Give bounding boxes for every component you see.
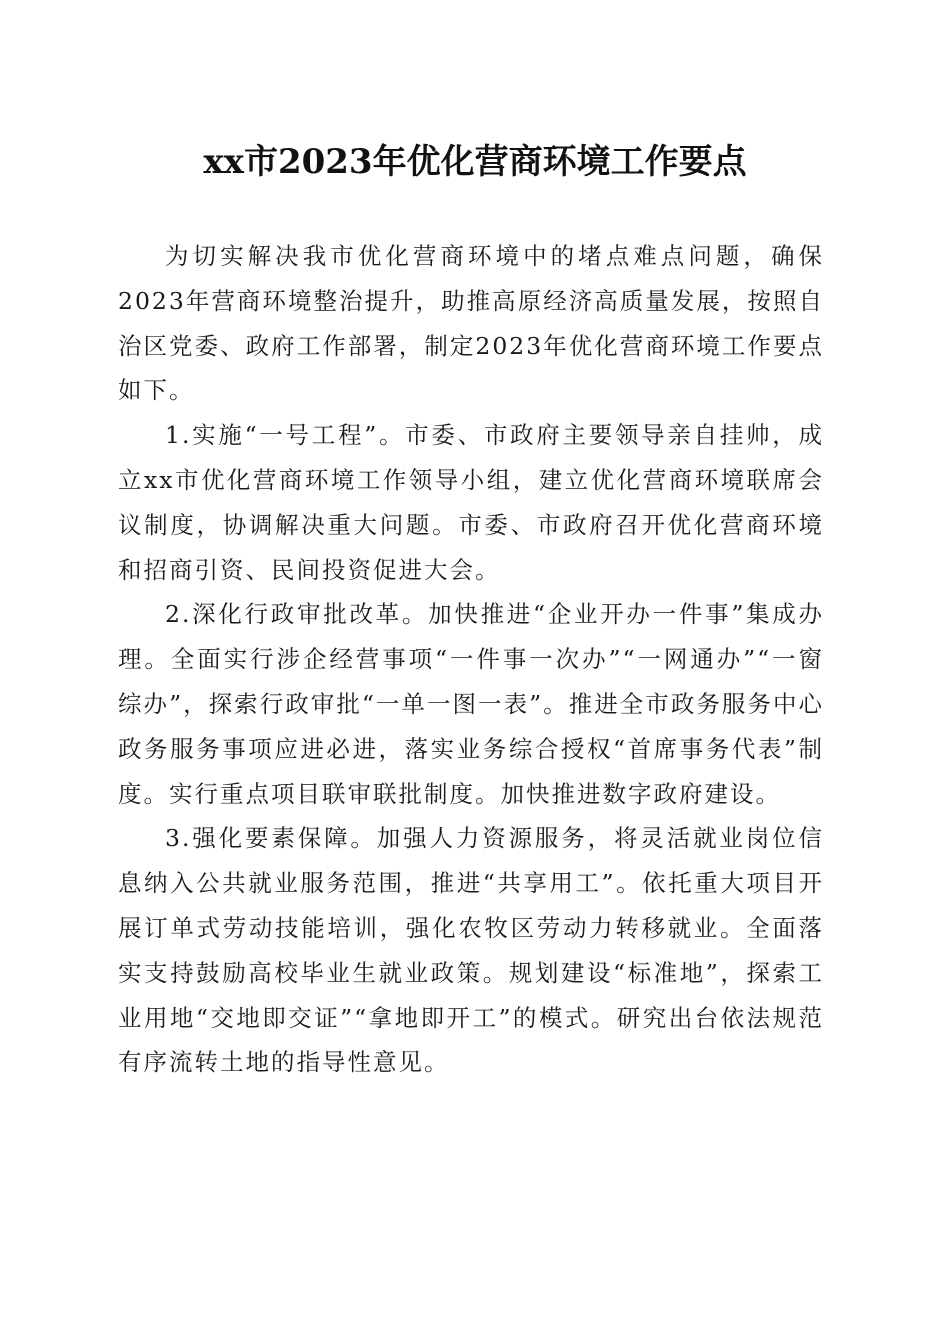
item-2-paragraph: 2.深化行政审批改革。加快推进“企业开办一件事”集成办理。全面实行涉企经营事项“一件事一次办”“一网通办”“一窗综办”，探索行政审批“一单一图一表”。推进全市政务服务中心政务服务事项应进必进，落实业务综合授权“首席事务代表”制度。实行重点项目联审联批制度。加快推进数字政府建设。	[118, 600, 824, 808]
item-1-paragraph: 1.实施“一号工程”。市委、市政府主要领导亲自挂帅，成立xx市优化营商环境工作领导小组，建立优化营商环境联席会议制度，协调解决重大问题。市委、市政府召开优化营商环境和招商引资、民间投资促进大会。	[118, 421, 824, 584]
document-body	[118, 234, 824, 1085]
item-3-paragraph: 3.强化要素保障。加强人力资源服务，将灵活就业岗位信息纳入公共就业服务范围，推进“共享用工”。依托重大项目开展订单式劳动技能培训，强化农牧区劳动力转移就业。全面落实支持鼓励高校毕业生就业政策。规划建设“标准地”，探索工业用地“交地即交证”“拿地即开工”的模式。研究出台依法规范有序流转土地的指导性意见。	[118, 824, 824, 1077]
intro-paragraph: 为切实解决我市优化营商环境中的堵点难点问题，确保2023年营商环境整治提升，助推高原经济高质量发展，按照自治区党委、政府工作部署，制定2023年优化营商环境工作要点如下。	[118, 242, 824, 405]
document-title: xx市2023年优化营商环境工作要点	[203, 142, 747, 182]
